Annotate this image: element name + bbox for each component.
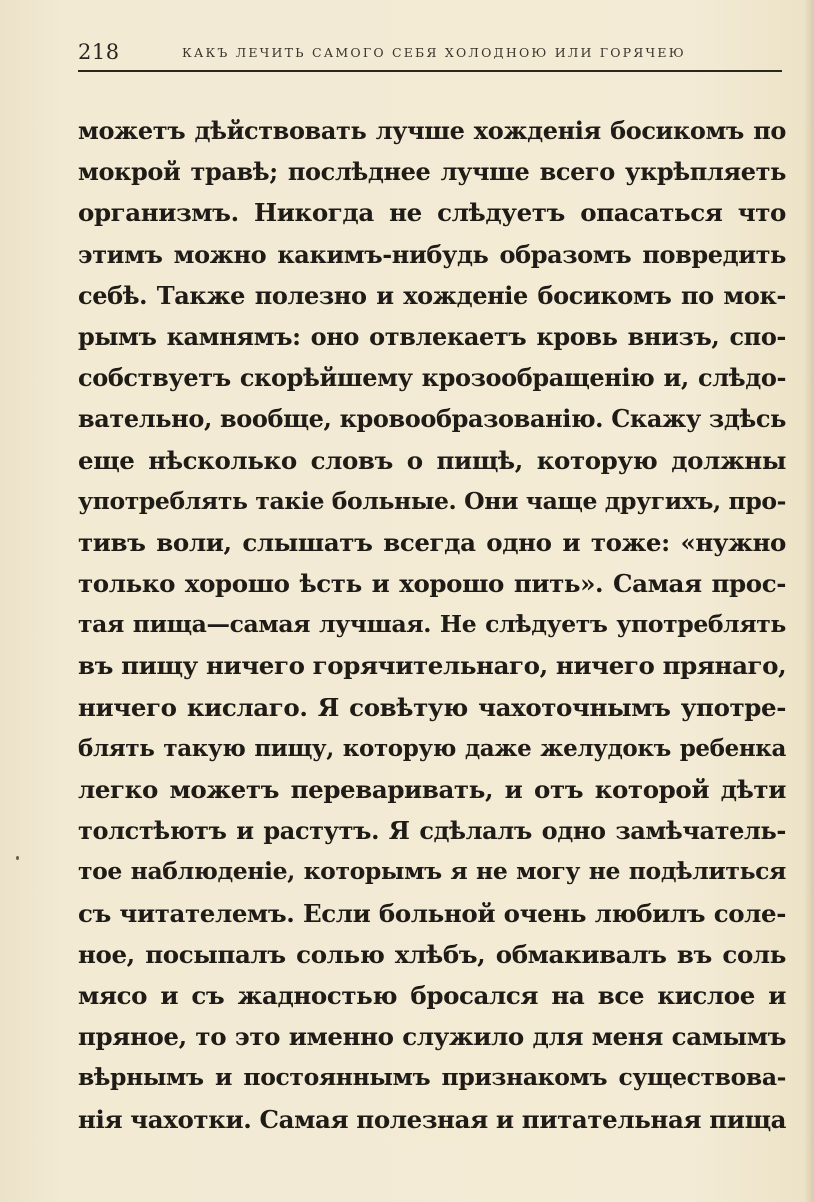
text-line: тое наблюденіе, которымъ я не могу не подѣлиться xyxy=(78,857,786,886)
text-line: ное, посыпалъ солью хлѣбъ, обмакивалъ въ соль xyxy=(78,939,786,969)
running-head: КАКЪ ЛЕЧИТЬ САМОГО СЕБЯ ХОЛОДНОЮ ИЛИ ГОРЯЧЕЮ xyxy=(182,45,686,60)
text-line: тивъ воли, слышатъ всегда одно и тоже: «нужно xyxy=(78,527,786,557)
text-line: организмъ. Никогда не слѣдуетъ опасаться что xyxy=(78,198,786,228)
page-edge-shadow xyxy=(804,0,814,1202)
text-line: ничего кислаго. Я совѣтую чахоточнымъ употре- xyxy=(78,692,786,722)
text-line: можетъ дѣйствовать лучше хожденія босикомъ по xyxy=(78,116,786,145)
text-line: еще нѣсколько словъ о пищѣ, которую должны xyxy=(78,445,786,475)
page-number: 218 xyxy=(78,40,120,64)
text-line: въ пищу ничего горячительнаго, ничего прянаго, xyxy=(78,651,787,681)
text-line: вѣрнымъ и постояннымъ признакомъ существова- xyxy=(78,1063,786,1092)
text-line: этимъ можно какимъ-нибудь образомъ повредить xyxy=(78,239,786,269)
text-line: употреблять такіе больные. Они чаще другихъ, про- xyxy=(78,486,787,515)
text-line: мокрой травѣ; послѣднее лучше всего укрѣпляеть xyxy=(78,157,786,187)
text-line: собствуетъ скорѣйшему крозообращенію и, слѣдо- xyxy=(78,363,786,393)
body-text xyxy=(78,110,786,1140)
text-line: толстѣютъ и растутъ. Я сдѣлалъ одно замѣчатель- xyxy=(78,816,786,846)
text-line: себѣ. Также полезно и хожденіе босикомъ по мок- xyxy=(78,280,786,310)
text-line: блять такую пищу, которую даже желудокъ ребенка xyxy=(78,734,786,762)
paper-speck xyxy=(16,856,19,860)
text-line: пряное, то это именно служило для меня самымъ xyxy=(78,1022,786,1052)
text-line: съ читателемъ. Если больной очень любилъ соле- xyxy=(78,898,786,928)
text-line: вательно, вообще, кровообразованію. Скажу здѣсь xyxy=(78,404,786,434)
header-rule xyxy=(78,70,782,72)
page-header xyxy=(78,36,782,76)
text-line: только хорошо ѣсть и хорошо пить». Самая прос- xyxy=(78,569,786,599)
text-line: нія чахотки. Самая полезная и питательная пища xyxy=(78,1104,787,1134)
text-line: тая пища—самая лучшая. Не слѣдуетъ употреблять xyxy=(78,610,786,639)
text-line: рымъ камнямъ: оно отвлекаетъ кровь внизъ, спо- xyxy=(78,321,786,351)
text-line: легко можетъ переваривать, и отъ которой дѣти xyxy=(78,775,786,804)
text-line: мясо и съ жадностью бросался на все кислое и xyxy=(78,980,786,1010)
